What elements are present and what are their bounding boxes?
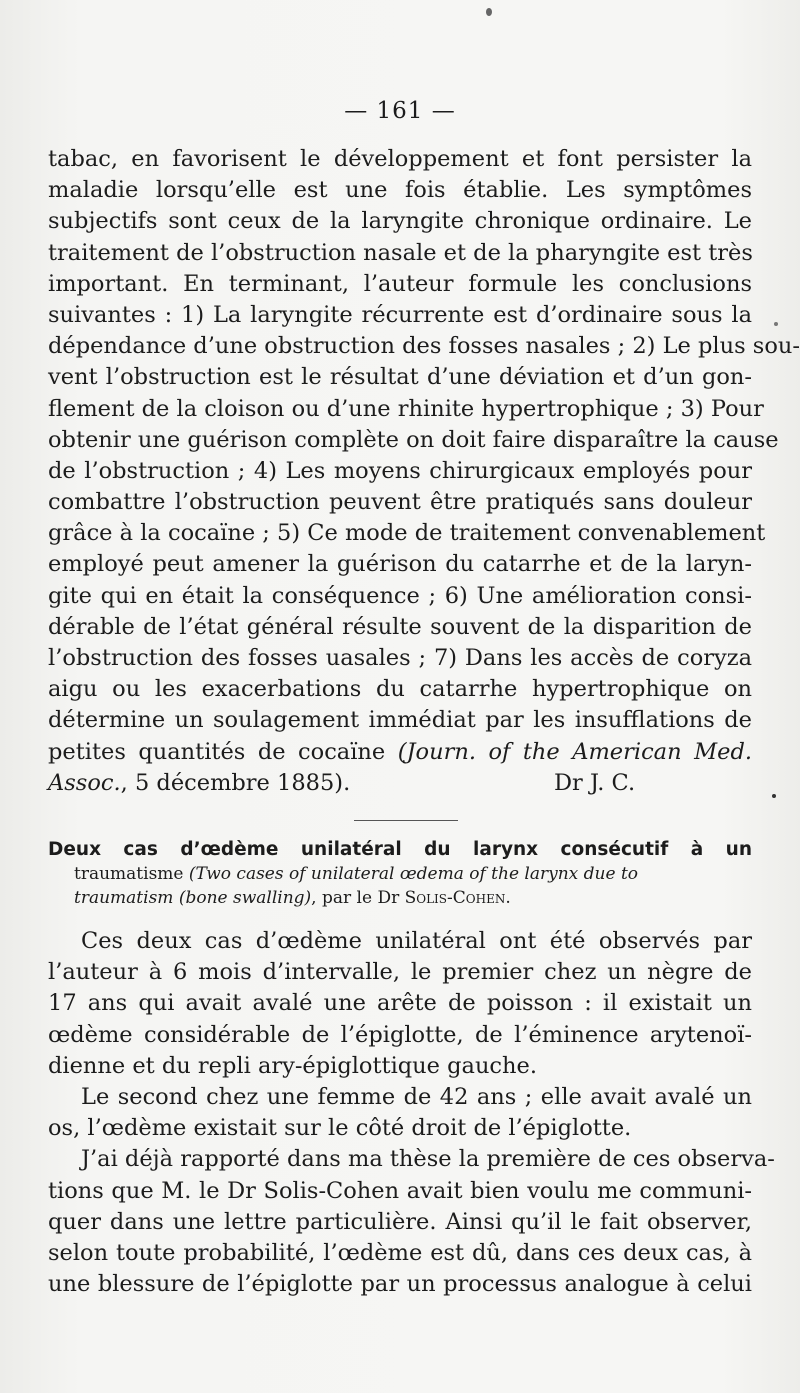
text-line: maladie lorsqu’elle est une fois établie. Les symptômes xyxy=(48,177,752,204)
text-line: grâce à la cocaïne ; 5) Ce mode de traitement convenablement xyxy=(48,520,766,547)
citation-line xyxy=(48,768,752,799)
page-number: — 161 — xyxy=(344,98,456,124)
text-line: dépendance d’une obstruction des fosses nasales ; 2) Le plus sou- xyxy=(48,333,800,360)
heading-title: Deux cas d’œdème unilatéral du larynx consécutif à un xyxy=(48,839,752,860)
text-line: important. En terminant, l’auteur formule les conclusions xyxy=(48,270,752,297)
heading-subtitle xyxy=(48,862,752,886)
text-line: 17 ans qui avait avalé une arête de poisson : il existait un xyxy=(48,990,752,1017)
citation-date: , 5 décembre 1885). xyxy=(120,769,351,796)
text-line: J’ai déjà rapporté dans ma thèse la première de ces observa- xyxy=(81,1146,775,1173)
text-line: tions que M. le Dr Solis-Cohen avait bien voulu me communi- xyxy=(48,1177,752,1204)
text-line: Le second chez une femme de 42 ans ; elle avait avalé un xyxy=(81,1083,752,1110)
text-line: employé peut amener la guérison du catarrhe et de la laryn- xyxy=(48,551,752,578)
ink-speck xyxy=(486,8,492,16)
text-line: œdème considérable de l’épiglotte, de l’éminence arytenoï- xyxy=(48,1021,752,1048)
text-line: l’auteur à 6 mois d’intervalle, le premier chez un nègre de xyxy=(48,959,752,986)
text-line: vent l’obstruction est le résultat d’une déviation et d’un gon- xyxy=(48,364,752,391)
text-line: suivantes : 1) La laryngite récurrente est d’ordinaire sous la xyxy=(48,301,752,328)
section-heading xyxy=(48,838,752,910)
text-line: de l’obstruction ; 4) Les moyens chirurgicaux employés pour xyxy=(48,457,752,484)
text-line: l’obstruction des fosses uasales ; 7) Dans les accès de coryza xyxy=(48,645,752,671)
citation-line xyxy=(48,737,752,768)
citation-prefix: petites quantités de cocaïne xyxy=(48,738,398,765)
paragraph-laryngitis-conclusions xyxy=(48,144,800,799)
heading-english-title-end: traumatism (bone swalling) xyxy=(74,888,312,908)
text-line: Ces deux cas d’œdème unilatéral ont été observés par xyxy=(81,928,752,954)
text-line: flement de la cloison ou d’une rhinite hypertrophique ; 3) Pour xyxy=(48,395,764,422)
text-line: obtenir une guérison complète on doit faire disparaître la cause xyxy=(48,426,779,453)
text-line: quer dans une lettre particulière. Ainsi qu’il le fait observer, xyxy=(48,1208,752,1235)
heading-author-line xyxy=(48,886,752,910)
ink-speck xyxy=(774,322,778,326)
case-report-body xyxy=(48,926,775,1300)
author-name: Solis-Cohen. xyxy=(404,888,511,908)
text-line: traitement de l’obstruction nasale et de la pharyngite est très xyxy=(48,239,753,266)
text-line: os, l’œdème existait sur le côté droit de l’épiglotte. xyxy=(48,1115,632,1142)
signature: Dr J. C. xyxy=(554,769,636,796)
text-line: gite qui en était la conséquence ; 6) Une amélioration consi- xyxy=(48,582,752,609)
heading-text: traumatisme xyxy=(74,864,189,884)
heading-english-title: (Two cases of unilateral œdema of the larynx due to xyxy=(188,864,639,884)
text-line: aigu ou les exacerbations du catarrhe hypertrophique on xyxy=(48,676,752,703)
journal-title: (Journ. of the American Med. xyxy=(397,738,752,765)
ink-speck xyxy=(772,794,776,798)
text-line: tabac, en favorisent le développement et font persister la xyxy=(48,146,752,172)
text-line: détermine un soulagement immédiat par les insufflations de xyxy=(48,707,752,734)
heading-text: , par le xyxy=(311,888,378,908)
text-line: combattre l’obstruction peuvent être pratiqués sans douleur xyxy=(48,489,752,516)
text-line: dienne et du repli ary-épiglottique gauche. xyxy=(48,1052,537,1079)
text-line: dérable de l’état général résulte souvent de la disparition de xyxy=(48,613,752,640)
text-line: une blessure de l’épiglotte par un processus analogue à celui xyxy=(48,1271,752,1298)
text-line: subjectifs sont ceux de la laryngite chronique ordinaire. Le xyxy=(48,208,752,235)
journal-assoc: Assoc. xyxy=(48,769,121,796)
section-divider xyxy=(354,820,458,821)
text-line: selon toute probabilité, l’œdème est dû, dans ces deux cas, à xyxy=(48,1239,752,1266)
author-title: Dr xyxy=(377,888,400,908)
